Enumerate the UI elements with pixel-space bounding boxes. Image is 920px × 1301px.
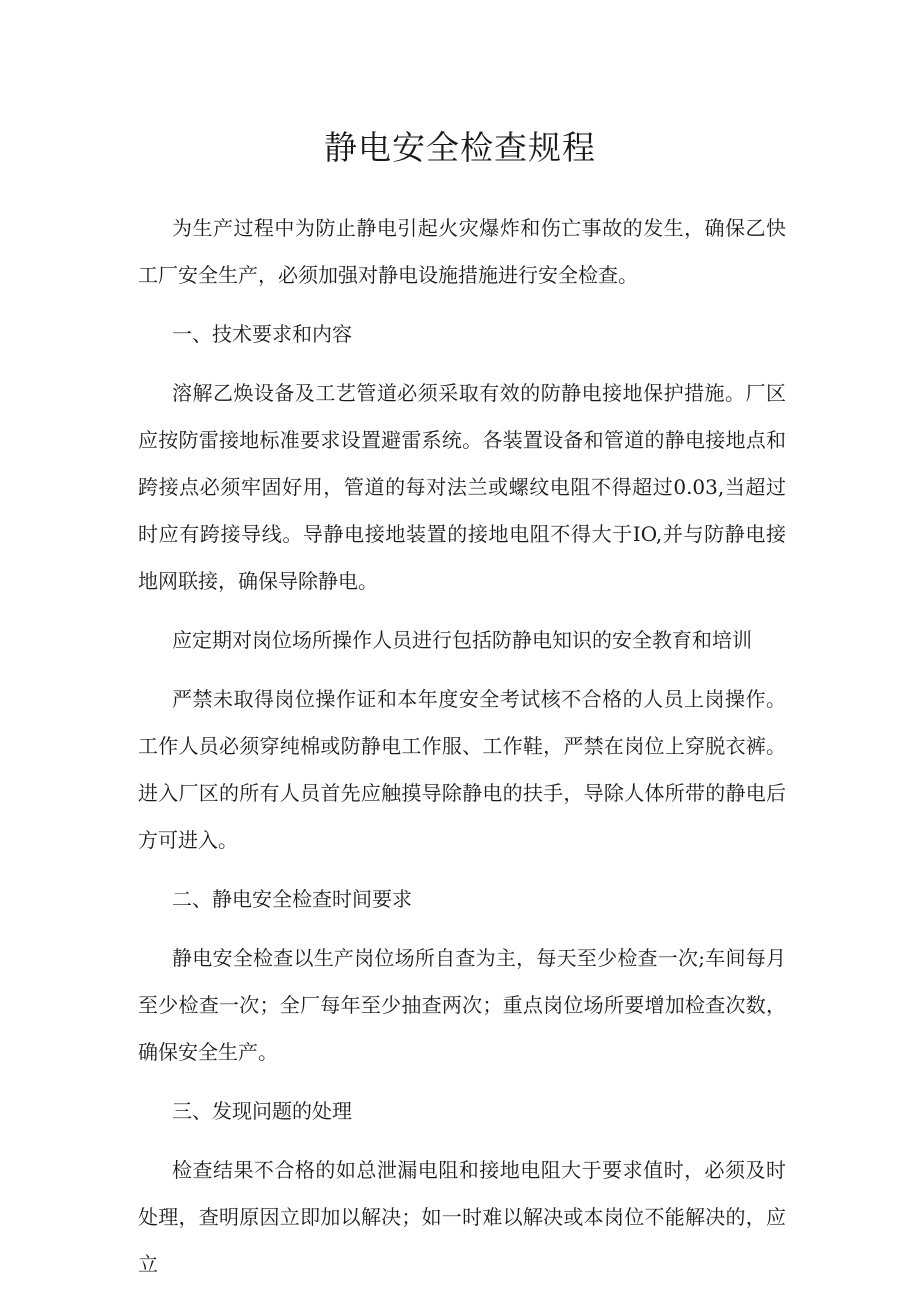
paragraph-personnel: 严禁未取得岗位操作证和本年度安全考试核不合格的人员上岗操作。工作人员必须穿纯棉或防静电工作服、工作鞋，严禁在岗位上穿脱衣裤。进入厂区的所有人员首先应触摸导除静电的扶手，导除人体所带的静电后方可进入。 [138,687,786,852]
paragraph-schedule: 静电安全检查以生产岗位场所自查为主，每天至少检查一次;车间每月至少检查一次；全厂每年至少抽查两次；重点岗位场所要增加检查次数，确保安全生产。 [138,946,786,1064]
document-title: 静电安全检查规程 [324,128,596,167]
section-heading-2: 二、静电安全检查时间要求 [172,887,412,911]
section-heading-3: 三、发现问题的处理 [172,1099,352,1123]
section-heading-1: 一、技术要求和内容 [172,322,352,346]
paragraph-handling: 检查结果不合格的如总泄漏电阻和接地电阻大于要求值时，必须及时处理，查明原因立即加以解决；如一时难以解决或本岗位不能解决的，应立 [138,1158,786,1276]
paragraph-grounding: 溶解乙焕设备及工艺管道必须采取有效的防静电接地保护措施。厂区应按防雷接地标准要求设置避雷系统。各装置设备和管道的静电接地点和跨接点必须牢固好用，管道的每对法兰或螺纹电阻不得超过0.03,当超过时应有跨接导线。导静电接地装置的接地电阻不得大于IO,并与防静电接地网联接，确保导除静电。 [138,381,786,593]
intro-paragraph: 为生产过程中为防止静电引起火灾爆炸和伤亡事故的发生，确保乙快工厂安全生产，必须加强对静电设施措施进行安全检查。 [138,216,786,287]
paragraph-training: 应定期对岗位场所操作人员进行包括防静电知识的安全教育和培训 [172,628,752,652]
document-body [138,205,786,1300]
